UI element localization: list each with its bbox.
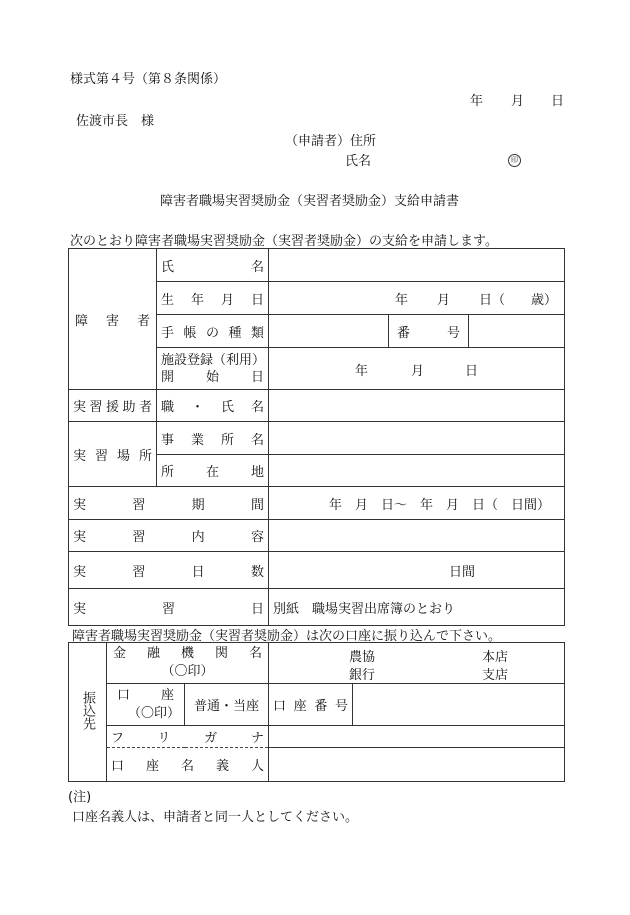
seal-icon: 印 xyxy=(508,154,521,167)
account-label-cell: 口座 （〇印） xyxy=(107,684,185,726)
holder-label-cell: 口座名義人 xyxy=(107,748,269,782)
period-input[interactable]: 年 月 日〜 年 月 日（ 日間） xyxy=(269,487,565,520)
notes-text: 口座名義人は、申請者と同一人としてください。 xyxy=(72,810,359,825)
account-type-cell[interactable]: 普通・当座 xyxy=(185,684,269,726)
number-input[interactable] xyxy=(469,315,565,348)
period-label: 実習期間 xyxy=(69,487,269,520)
date-month: 月 xyxy=(511,94,525,109)
dob-label-cell: 生年月日 xyxy=(157,282,269,315)
form-number: 様式第４号（第８条関係） xyxy=(70,72,227,87)
notebook-input[interactable] xyxy=(269,315,389,348)
account-number-label-cell: 口座番号 xyxy=(269,684,353,726)
notebook-label-cell: 手帳の種類 xyxy=(157,315,269,348)
intro-text: 次のとおり障害者職場実習奨励金（実習者奨励金）の支給を申請します。 xyxy=(70,234,498,249)
name-label-cell: 氏名 xyxy=(157,249,269,282)
content-input[interactable] xyxy=(269,520,565,552)
name-input[interactable] xyxy=(269,249,565,282)
form-title: 障害者職場実習奨励金（実習者奨励金）支給申請書 xyxy=(160,194,460,209)
seal-mark xyxy=(508,151,521,167)
facility-input[interactable]: 年 月 日 xyxy=(269,348,565,390)
furigana-input[interactable] xyxy=(269,726,565,748)
days-label: 実習日数 xyxy=(69,552,269,589)
facility-label-cell: 施設登録（利用） 開始日 xyxy=(157,348,269,390)
account-number-input[interactable] xyxy=(353,684,565,726)
office-input[interactable] xyxy=(269,422,565,455)
number-label-cell: 番号 xyxy=(389,315,469,348)
location-input[interactable] xyxy=(269,455,565,487)
date-year: 年 xyxy=(470,94,484,109)
office-label: 事業所名 xyxy=(157,422,269,455)
disabled-group-label: 障 害 者 xyxy=(69,249,157,390)
days-input[interactable]: 日間 xyxy=(269,552,565,589)
addressee: 佐渡市長 様 xyxy=(76,114,155,129)
applicant-table xyxy=(68,248,565,626)
notes-label: (注) xyxy=(68,790,92,805)
bank-account-table xyxy=(68,642,565,782)
holder-input[interactable] xyxy=(269,748,565,782)
applicant-name-label: 氏名 xyxy=(345,154,372,169)
dates-input[interactable]: 別紙 職場実習出席簿のとおり xyxy=(269,589,565,626)
dates-label: 実習日 xyxy=(69,589,269,626)
content-label: 実習内容 xyxy=(69,520,269,552)
supporter-field-label: 職・氏名 xyxy=(157,390,269,422)
location-label: 所在地 xyxy=(157,455,269,487)
dob-input[interactable]: 年 月 日（ 歳） xyxy=(269,282,565,315)
bank-input[interactable]: 農協 銀行 本店 支店 xyxy=(269,643,565,684)
supporter-input[interactable] xyxy=(269,390,565,422)
bank-label-cell: 金融機関名 （〇印） xyxy=(107,643,269,684)
place-label: 実習場所 xyxy=(69,422,157,487)
transfer-group-label: 振込先 xyxy=(69,643,107,782)
furigana-label-cell: フリガナ xyxy=(107,726,269,748)
supporter-label: 実習援助者 xyxy=(69,390,157,422)
date-day: 日 xyxy=(551,94,565,109)
transfer-note: 障害者職場実習奨励金（実習者奨励金）は次の口座に振り込んで下さい。 xyxy=(72,629,502,644)
applicant-address-label: （申請者）住所 xyxy=(285,134,377,149)
